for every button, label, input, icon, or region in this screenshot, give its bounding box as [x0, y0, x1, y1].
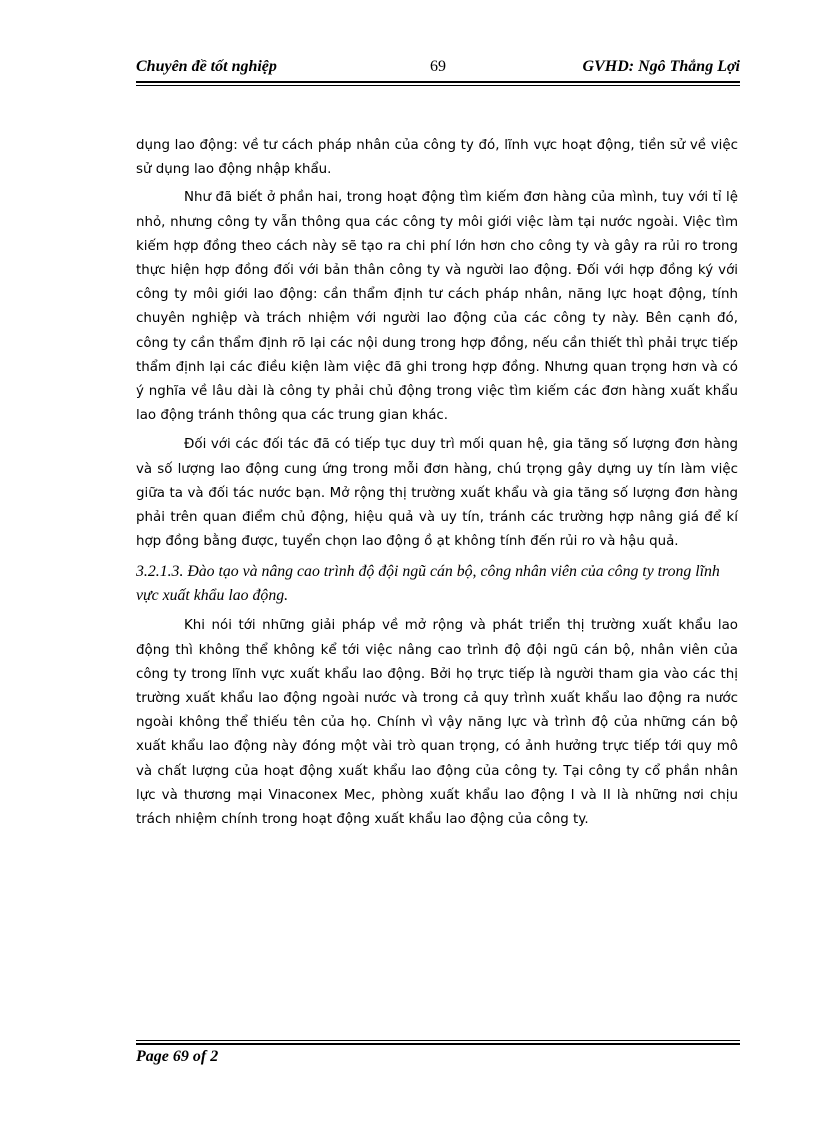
paragraph-partners: Đối với các đối tác đã có tiếp tục duy trì mối quan hệ, gia tăng số lượng đơn hàng và số lượng lao động cung ứng trong mỗi đơn hàng, chú trọng gây dựng uy tín làm việc giữa ta và đối tác nước bạn. Mở rộng thị trường xuất khẩu và gia tăng số lượng đơn hàng phải trên quan điểm chủ động, hiệu quả và uy tín, tránh các trường hợp nâng giá để kí hợp đồng bằng được, tuyển chọn lao động ồ ạt không tính đến rủi ro và hậu quả.	[136, 437, 738, 550]
header-thesis-title: Chuyên đề tốt nghiệp	[136, 58, 277, 75]
header-supervisor: GVHD: Ngô Thắng Lợi	[582, 58, 740, 75]
footer-rule-thin	[136, 1040, 740, 1041]
paragraph-training: Khi nói tới những giải pháp về mở rộng và phát triển thị trường xuất khẩu lao động thì không thể không kể tới việc nâng cao trình độ đội ngũ cán bộ, nhân viên của công ty trong lĩnh vực xuất khẩu lao động. Bởi họ trực tiếp là người tham gia vào các thị trường xuất khẩu lao động ngoài nước và trong cả quy trình xuất khẩu lao động ra nước ngoài không thể thiếu tên của họ. Chính vì vậy năng lực và trình độ của những cán bộ xuất khẩu lao động này đóng một vài trò quan trọng, có ảnh hưởng trực tiếp tới quy mô và chất lượng của hoạt động xuất khẩu lao động của công ty. Tại công ty cổ phần nhân lực và thương mại Vinaconex Mec, phòng xuất khẩu lao động I và II là những nơi chịu trách nhiệm chính trong hoạt động xuất khẩu lao động của công ty.	[136, 618, 738, 828]
body-text	[136, 134, 738, 832]
page-header	[136, 58, 740, 80]
paragraph-continuation: dụng lao động: về tư cách pháp nhân của công ty đó, lĩnh vực hoạt động, tiền sử về việc sử dụng lao động nhập khẩu.	[136, 138, 738, 178]
section-heading: 3.2.1.3. Đào tạo và nâng cao trình độ đội ngũ cán bộ, công nhân viên của công ty trong lĩnh vực xuất khẩu lao động.	[136, 563, 720, 605]
header-rule-thin	[136, 85, 740, 86]
header-rule-thick	[136, 81, 740, 83]
paragraph-brokers: Như đã biết ở phần hai, trong hoạt động tìm kiếm đơn hàng của mình, tuy với tỉ lệ nhỏ, nhưng công ty vẫn thông qua các công ty môi giới việc làm tại nước ngoài. Việc tìm kiếm hợp đồng theo cách này sẽ tạo ra chi phí lớn hơn cho công ty và gây ra rủi ro trong thực hiện hợp đồng đối với bản thân công ty và người lao động. Đối với hợp đồng ký với công ty môi giới lao động: cần thẩm định tư cách pháp nhân, năng lực hoạt động, tính chuyên nghiệp và trách nhiệm với người lao động của các công ty này. Bên cạnh đó, công ty cần thẩm định rõ lại các nội dung trong hợp đồng, nếu cần thiết thì phải trực tiếp thẩm định lại các điều kiện làm việc đã ghi trong hợp đồng. Nhưng quan trọng hơn và có ý nghĩa về lâu dài là công ty phải chủ động trong việc tìm kiếm các đơn hàng xuất khẩu lao động tránh thông qua các trung gian khác.	[136, 190, 738, 424]
header-page-number: 69	[430, 58, 446, 75]
page-footer: Page 69 of 2	[136, 1048, 219, 1065]
footer-rule-thick	[136, 1043, 740, 1045]
